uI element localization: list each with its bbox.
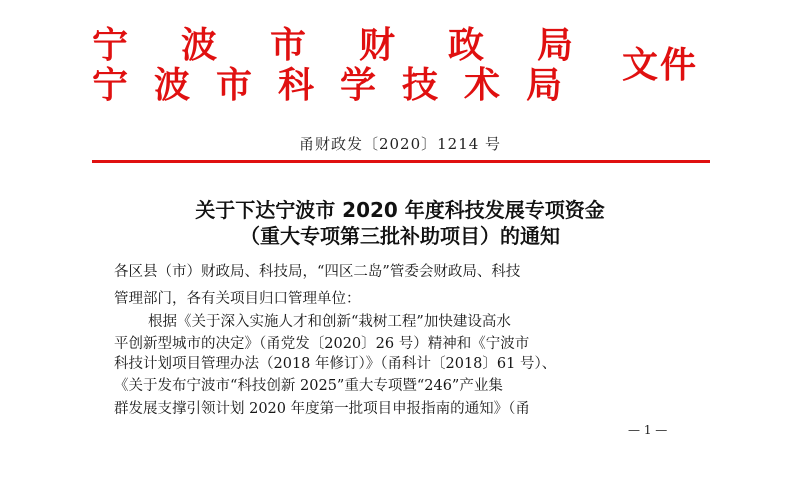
body-line: 群发展支撑引领计划 2020 年度第一批项目申报指南的通知》（甬 — [114, 401, 530, 417]
issuer-char: 宁 — [92, 65, 131, 106]
issuer-char: 市 — [270, 25, 309, 66]
issuer-char: 科 — [278, 65, 317, 106]
issuer-char: 波 — [181, 25, 220, 66]
issuer-char: 局 — [537, 25, 576, 66]
issuer-char: 术 — [464, 65, 503, 106]
document-title-line1: 关于下达宁波市 2020 年度科技发展专项资金 — [195, 198, 605, 222]
body-line: 各区县（市）财政局、科技局，“四区二岛”管委会财政局、科技 — [114, 264, 521, 280]
document-number: 甬财政发〔2020〕1214 号 — [298, 135, 502, 153]
issuer-char: 学 — [340, 65, 379, 106]
red-divider — [92, 160, 710, 163]
body-line: 科技计划项目管理办法（2018 年修订）》（甬科计〔2018〕61 号）、 — [114, 356, 557, 372]
document-title-line2: （重大专项第三批补助项目）的通知 — [240, 224, 560, 248]
issuer-char: 技 — [402, 65, 441, 106]
issuer-char: 波 — [154, 65, 193, 106]
body-line: 根据《关于深入实施人才和创新“栽树工程”加快建设高水 — [148, 314, 511, 330]
body-line: 管理部门，各有关项目归口管理单位： — [114, 291, 361, 307]
page-number: — 1 — — [628, 423, 668, 437]
issuer-char: 财 — [359, 25, 398, 66]
issuer-line-finance-bureau — [92, 26, 626, 66]
issuer-char: 政 — [448, 25, 487, 66]
issuer-line-science-bureau — [92, 66, 588, 106]
issuer-char: 市 — [216, 65, 255, 106]
body-line: 平创新型城市的决定》（甬党发〔2020〕26 号）精神和《宁波市 — [114, 336, 530, 352]
document-label: 文件 — [622, 45, 699, 86]
issuer-char: 宁 — [92, 25, 131, 66]
issuer-char: 局 — [526, 65, 565, 106]
body-line: 《关于发布宁波市“科技创新 2025”重大专项暨“246”产业集 — [114, 378, 503, 394]
